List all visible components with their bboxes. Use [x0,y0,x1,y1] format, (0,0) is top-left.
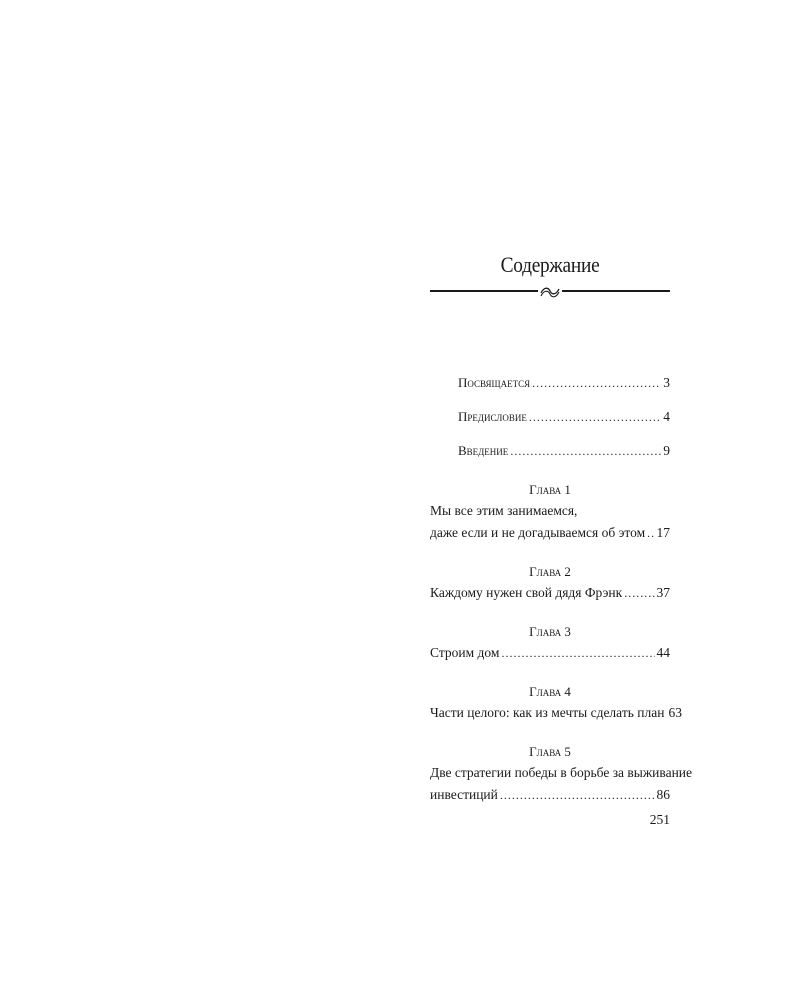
swirl-ornament-icon [538,282,562,300]
chapter-title-entry [430,784,670,806]
dot-leader [510,440,661,462]
toc-page-number: 86 [656,787,670,802]
title-ornament-rule [430,282,670,300]
rule-right [562,290,670,292]
chapter-title-line: инвестиций [430,787,498,802]
table-of-contents [430,372,693,806]
chapter-title-entry [430,642,670,664]
toc-entry-label: Введение [458,443,509,458]
toc-chapter-4[interactable] [430,682,682,724]
chapter-title-entry [430,522,670,544]
chapter-heading: Глава 2 [529,564,571,579]
toc-entry-preface[interactable] [430,406,670,428]
page-title: Содержание [500,252,600,277]
chapter-heading: Глава 4 [529,684,571,699]
dot-leader [532,372,661,394]
toc-chapter-3[interactable] [430,622,670,664]
chapter-title-line: Две стратегии победы в борьбе за выживание [430,765,693,780]
dot-leader [529,406,661,428]
toc-entry-introduction[interactable] [430,440,670,462]
chapter-title-line: Каждому нужен свой дядя Фрэнк [430,585,623,600]
chapter-title-line: Части целого: как из мечты сделать план [430,705,665,720]
dot-leader [624,582,654,604]
chapter-title-entry [430,702,682,724]
chapter-title-line: Строим дом [430,645,500,660]
toc-chapter-1[interactable] [430,480,670,544]
toc-entry-label: Посвящается [458,375,531,390]
chapter-heading: Глава 5 [529,744,571,759]
dot-leader [501,642,654,664]
toc-page-number: 37 [656,585,670,600]
chapter-title-line: Мы все этим занимаемся, [430,503,578,518]
toc-chapter-2[interactable] [430,562,670,604]
chapter-heading: Глава 1 [529,482,571,497]
toc-page-number: 3 [663,375,670,390]
toc-entry-dedication[interactable] [430,372,670,394]
folio-page-number: 251 [649,812,670,827]
toc-page-number: 63 [668,705,682,720]
chapter-heading: Глава 3 [529,624,571,639]
toc-page-number: 44 [656,645,670,660]
toc-page-number: 17 [656,525,670,540]
toc-page-number: 4 [663,409,670,424]
chapter-title-line: даже если и не догадываемся об этом [430,525,646,540]
toc-chapter-5[interactable] [430,742,693,806]
toc-entry-label: Предисловие [458,409,527,424]
rule-left [430,290,538,292]
dot-leader [500,784,655,806]
toc-page-number: 9 [663,443,670,458]
chapter-title-entry [430,582,670,604]
dot-leader [647,522,654,544]
